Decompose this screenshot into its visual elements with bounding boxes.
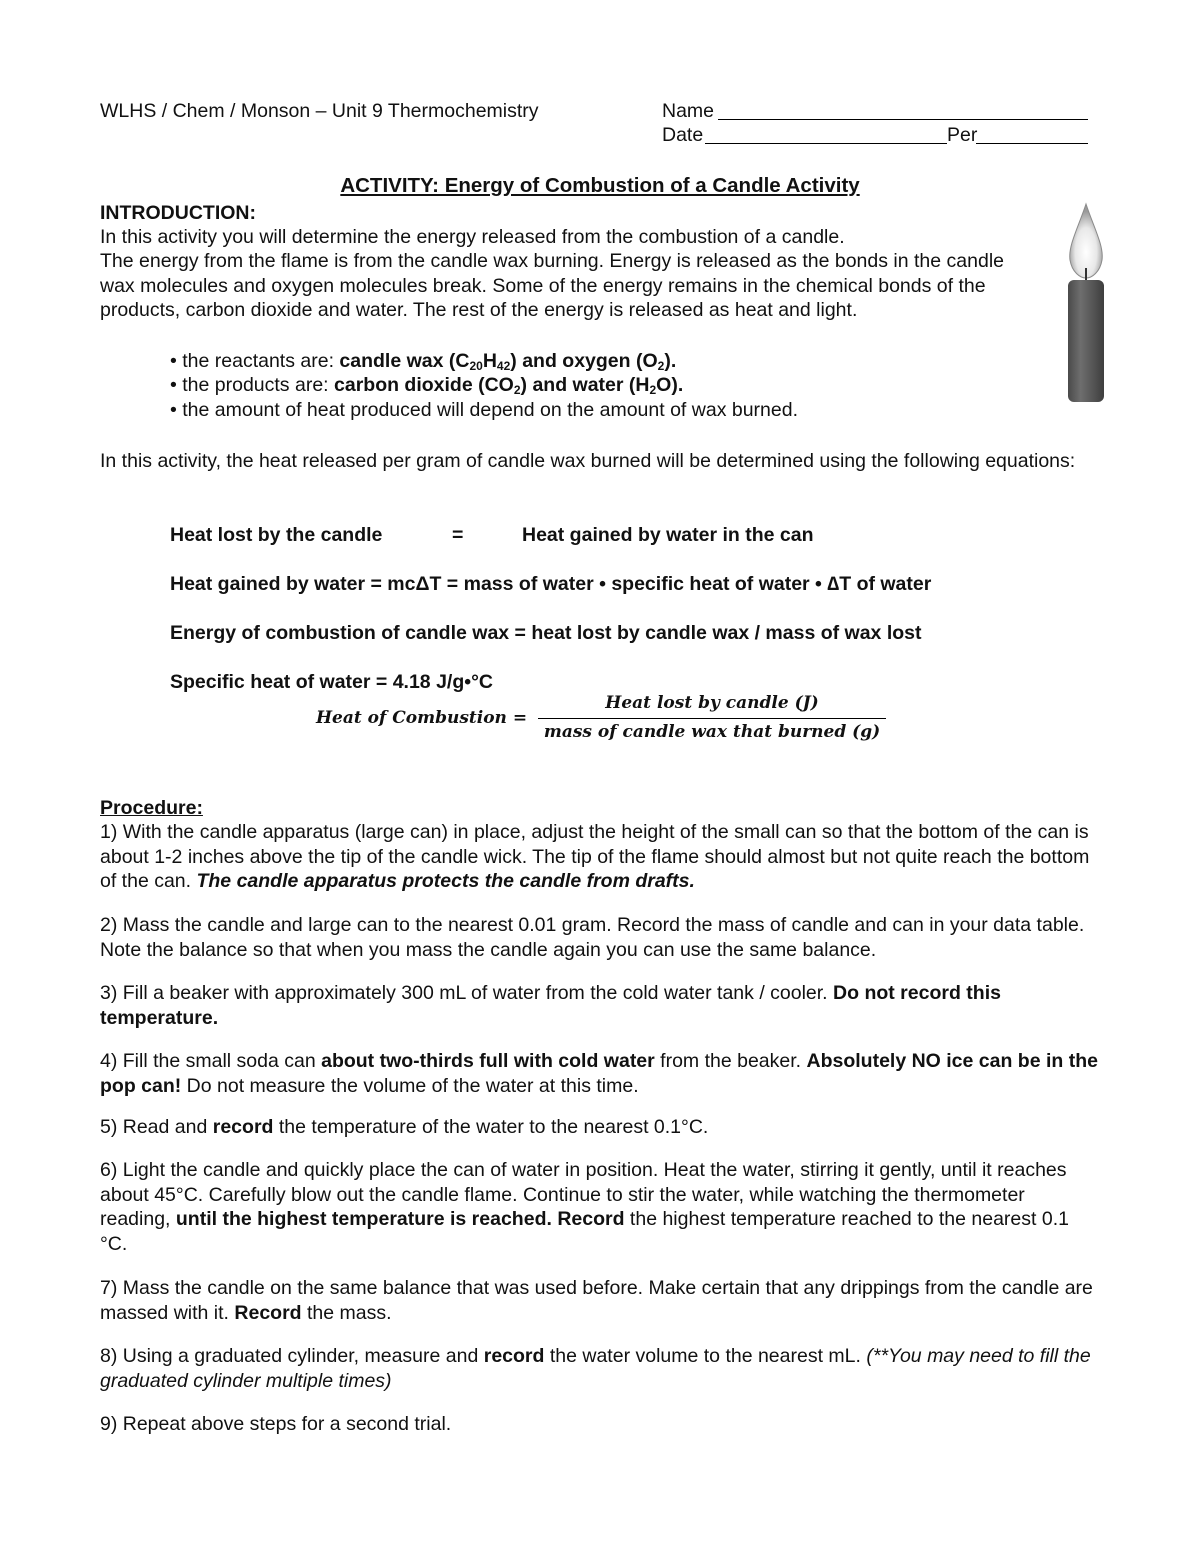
procedure-step-6: 6) Light the candle and quickly place the can of water in position. Heat the water, stirring it gently, until it reaches about 45°C. Carefully blow out the candle flame. Continue to stir the water, while watching the thermometer reading, until the highest temperature is reached. Record the highest temperature reached to the nearest 0.1 °C.: [100, 1159, 1069, 1255]
equations-intro: In this activity, the heat released per gram of candle wax burned will be determined using the following equations:: [100, 450, 1076, 472]
procedure-step-1: 1) With the candle apparatus (large can) in place, adjust the height of the small can so that the bottom of the can is about 1-2 inches above the tip of the candle wick. The tip of the flame should almost but not quite reach the bottom of the can. The candle apparatus protects the candle from drafts.: [100, 821, 1090, 892]
intro-paragraph: The energy from the flame is from the candle wax burning. Energy is released as the bonds in the candle wax molecules and oxygen molecules break. Some of the energy remains in the chemical bonds of the products, carbon dioxide and water. The rest of the energy is released as heat and light.: [100, 250, 1004, 321]
fraction-label: Heat of Combustion =: [316, 708, 528, 728]
procedure-step-4: 4) Fill the small soda can about two-thirds full with cold water from the beaker. Absolutely NO ice can be in the pop can! Do not measure the volume of the water at this time.: [100, 1050, 1098, 1097]
procedure-step-3: 3) Fill a beaker with approximately 300 mL of water from the cold water tank / cooler. Do not record this temperature.: [100, 982, 1001, 1029]
equation-2: Heat gained by water = mcΔT = mass of water • specific heat of water • ∆T of water: [170, 573, 932, 595]
procedure-step-7: 7) Mass the candle on the same balance that was used before. Make certain that any drippings from the candle are massed with it. Record the mass.: [100, 1277, 1093, 1324]
equation-1-left: Heat lost by the candle: [170, 524, 383, 546]
fraction-numerator: Heat lost by candle (J): [605, 693, 819, 713]
procedure-step-5: 5) Read and record the temperature of the water to the nearest 0.1°C.: [100, 1116, 709, 1138]
per-label: Per: [947, 124, 978, 146]
fraction-denominator: mass of candle wax that burned (g): [543, 722, 881, 742]
procedure-step-8: 8) Using a graduated cylinder, measure and record the water volume to the nearest mL. (**You may need to fill the graduated cylinder multiple times): [100, 1345, 1091, 1392]
equation-1-equals: =: [452, 524, 464, 546]
equation-1-right: Heat gained by water in the can: [522, 524, 814, 546]
course-header: WLHS / Chem / Monson – Unit 9 Thermochemistry: [100, 100, 539, 122]
equation-3: Energy of combustion of candle wax = heat lost by candle wax / mass of wax lost: [170, 622, 922, 644]
intro-heading: INTRODUCTION:: [100, 202, 256, 224]
name-field-line[interactable]: [718, 119, 1088, 120]
bullet-amount: • the amount of heat produced will depend on the amount of wax burned.: [170, 399, 798, 421]
procedure-heading: Procedure:: [100, 797, 203, 819]
bullet-products: • the products are: carbon dioxide $(CO_2)$ and water $(H_2O)$.: [170, 374, 684, 397]
page-title: ACTIVITY: Energy of Combustion of a Candle Activity: [340, 174, 860, 197]
fraction-bar: [538, 718, 886, 719]
date-field-line[interactable]: [705, 143, 947, 144]
bullet-reactants: • the reactants are: candle wax $(C_{20}H_{42})$ and oxygen $(O_2)$.: [170, 350, 677, 373]
intro-line: In this activity you will determine the energy released from the combustion of a candle.: [100, 226, 845, 248]
candle-icon: [1060, 198, 1112, 408]
procedure-step-9: 9) Repeat above steps for a second trial.: [100, 1413, 452, 1435]
procedure-step-2: 2) Mass the candle and large can to the nearest 0.01 gram. Record the mass of candle and can in your data table. Note the balance so that when you mass the candle again you can use the same balance.: [100, 914, 1085, 961]
date-label: Date: [662, 124, 704, 146]
equation-4: Specific heat of water = 4.18 J/g•°C: [170, 671, 493, 693]
per-field-line[interactable]: [976, 143, 1088, 144]
name-label: Name: [662, 100, 715, 122]
